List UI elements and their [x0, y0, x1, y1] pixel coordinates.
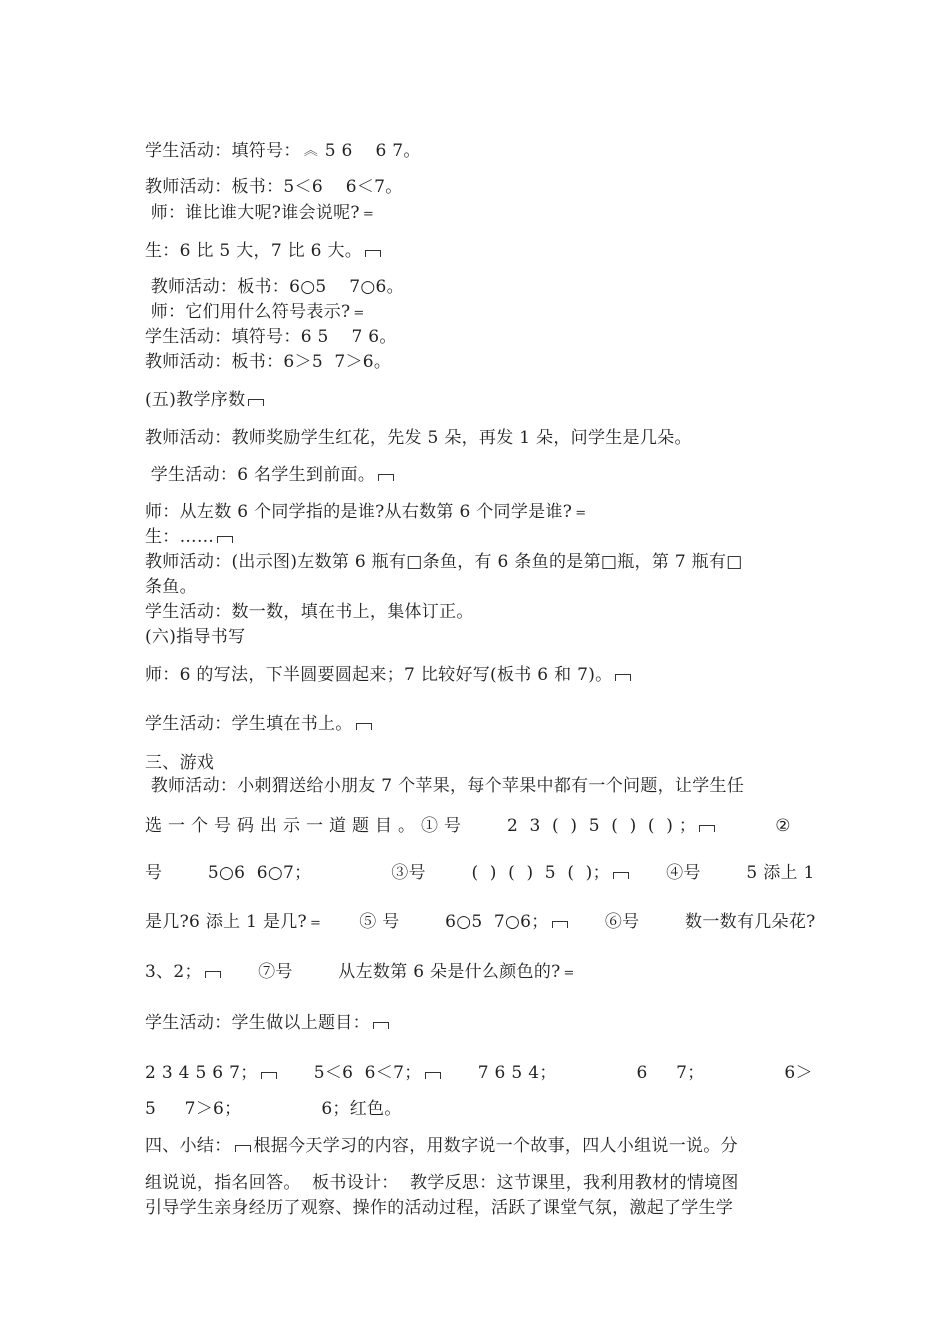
line-text-continued: ④号 5 添上 1: [631, 863, 815, 883]
text-line: [145, 911, 816, 933]
text-line: [145, 862, 815, 884]
text-line: [145, 601, 474, 623]
line-text: (六)指导书写: [145, 627, 246, 647]
line-text: 3、2；: [145, 962, 202, 982]
line-text: 2 3 4 5 6 7；: [145, 1063, 258, 1083]
text-line: [145, 351, 391, 373]
line-text-continued: ②: [718, 816, 791, 836]
paragraph-mark-icon: [261, 1070, 277, 1080]
text-line: [145, 1098, 402, 1120]
line-text: 生：……: [145, 527, 215, 547]
text-line: [145, 1197, 733, 1219]
line-text: 教师活动：板书：6○5 7○6。: [145, 277, 404, 297]
line-text: 条鱼。: [145, 577, 197, 597]
line-text-continued: ⑥号 数一数有几朵花?: [570, 912, 816, 932]
text-line: [145, 1172, 739, 1194]
line-text: 教师活动：板书：6＞5 7＞6。: [145, 352, 392, 372]
text-line: [145, 551, 743, 573]
paragraph-mark-icon: [699, 823, 715, 833]
paragraph-mark-icon: [373, 1020, 389, 1030]
line-text: 教师活动：教师奖励学生红花，先发 5 朵，再发 1 朵，问学生是几朵。: [145, 428, 692, 448]
paragraph-mark-icon: [425, 1070, 441, 1080]
line-text-continued: 5 6 6 7。: [324, 141, 421, 161]
line-text: 选 一 个 号 码 出 示 一 道 题 目 。 ① 号 2 3 ( ) 5 ( ) ( ) ；: [145, 816, 697, 836]
equals-mark-icon: [353, 309, 365, 319]
line-text: 师：6 的写法，下半圆要圆起来；7 比较好写(板书 6 和 7)。: [145, 665, 613, 685]
text-line: [145, 202, 378, 224]
line-text: 师：谁比谁大呢?谁会说呢?: [145, 203, 360, 223]
double-chevron-icon: [304, 148, 322, 158]
line-text: 组说说，指名回答。 板书设计： 教学反思：这节课里，我利用教材的情境图: [145, 1173, 739, 1193]
line-text: 号 5○6 6○7； ③号 ( ) ( ) 5 ( )；: [145, 863, 610, 883]
line-text: 学生活动：数一数，填在书上，集体订正。: [145, 602, 474, 622]
line-text-continued: ⑤ 号 6○5 7○6；: [324, 912, 549, 932]
paragraph-mark-icon: [613, 870, 629, 880]
text-line: [145, 276, 404, 298]
line-text: 学生活动：学生做以上题目：: [145, 1013, 370, 1033]
line-text: 学生活动：填符号：6 5 7 6。: [145, 327, 397, 347]
text-line: [145, 752, 214, 774]
equals-mark-icon: [363, 210, 375, 220]
paragraph-mark-icon: [365, 248, 381, 258]
line-text-continued: 7 6 5 4； 6 7； 6＞: [443, 1063, 813, 1083]
text-line: [145, 240, 384, 262]
text-line: [145, 1012, 392, 1034]
text-line: [145, 1135, 738, 1157]
line-text-continued: 根据今天学习的内容，用数字说一个故事，四人小组说一说。分: [253, 1136, 738, 1156]
text-line: [145, 775, 744, 797]
line-text: (五)教学序数: [145, 390, 246, 410]
paragraph-mark-icon: [217, 534, 233, 544]
line-text: 三、游戏: [145, 753, 215, 773]
line-text: 5 7＞6； 6；红色。: [145, 1099, 402, 1119]
paragraph-mark-icon: [552, 919, 568, 929]
text-line: [145, 301, 368, 323]
paragraph-mark-icon: [205, 969, 221, 979]
line-text: 师：它们用什么符号表示?: [145, 302, 351, 322]
text-line: [145, 713, 375, 735]
line-text: 生：6 比 5 大，7 比 6 大。: [145, 241, 363, 261]
line-text-continued: ⑦号 从左数第 6 朵是什么颜色的?: [223, 962, 561, 982]
text-line: [145, 815, 791, 837]
equals-mark-icon: [575, 509, 587, 519]
text-line: [145, 526, 236, 548]
text-line: [145, 464, 397, 486]
paragraph-mark-icon: [356, 721, 372, 731]
text-line: [145, 1062, 813, 1084]
paragraph-mark-icon: [615, 672, 631, 682]
line-text: 教师活动：(出示图)左数第 6 瓶有□条鱼，有 6 条鱼的是第□瓶，第 7 瓶有□: [145, 552, 743, 572]
text-line: [145, 140, 421, 162]
paragraph-mark-icon: [378, 472, 394, 482]
line-text: 学生活动：学生填在书上。: [145, 714, 353, 734]
line-text: 师：从左数 6 个同学指的是谁?从右数第 6 个同学是谁?: [145, 502, 573, 522]
line-text: 四、小结：: [145, 1136, 232, 1156]
text-line: [145, 427, 692, 449]
paragraph-mark-icon: [248, 397, 264, 407]
line-text: 学生活动：6 名学生到前面。: [145, 465, 376, 485]
text-line: [145, 576, 197, 598]
paragraph-mark-icon: [235, 1143, 251, 1153]
equals-mark-icon: [310, 919, 322, 929]
text-line: [145, 961, 579, 983]
equals-mark-icon: [564, 969, 576, 979]
text-line: [145, 626, 245, 648]
text-line: [145, 501, 590, 523]
line-text: 引导学生亲身经历了观察、操作的活动过程，活跃了课堂气氛，激起了学生学: [145, 1198, 734, 1218]
text-line: [145, 664, 634, 686]
text-line: [145, 176, 403, 198]
line-text-continued: 5＜6 6＜7；: [279, 1063, 422, 1083]
text-line: [145, 326, 397, 348]
line-text: 教师活动：板书：5＜6 6＜7。: [145, 177, 403, 197]
line-text: 是几?6 添上 1 是几?: [145, 912, 307, 932]
text-line: [145, 389, 267, 411]
line-text: 教师活动：小刺猬送给小朋友 7 个苹果，每个苹果中都有一个问题，让学生任: [145, 776, 745, 796]
line-text: 学生活动：填符号：: [145, 141, 301, 161]
